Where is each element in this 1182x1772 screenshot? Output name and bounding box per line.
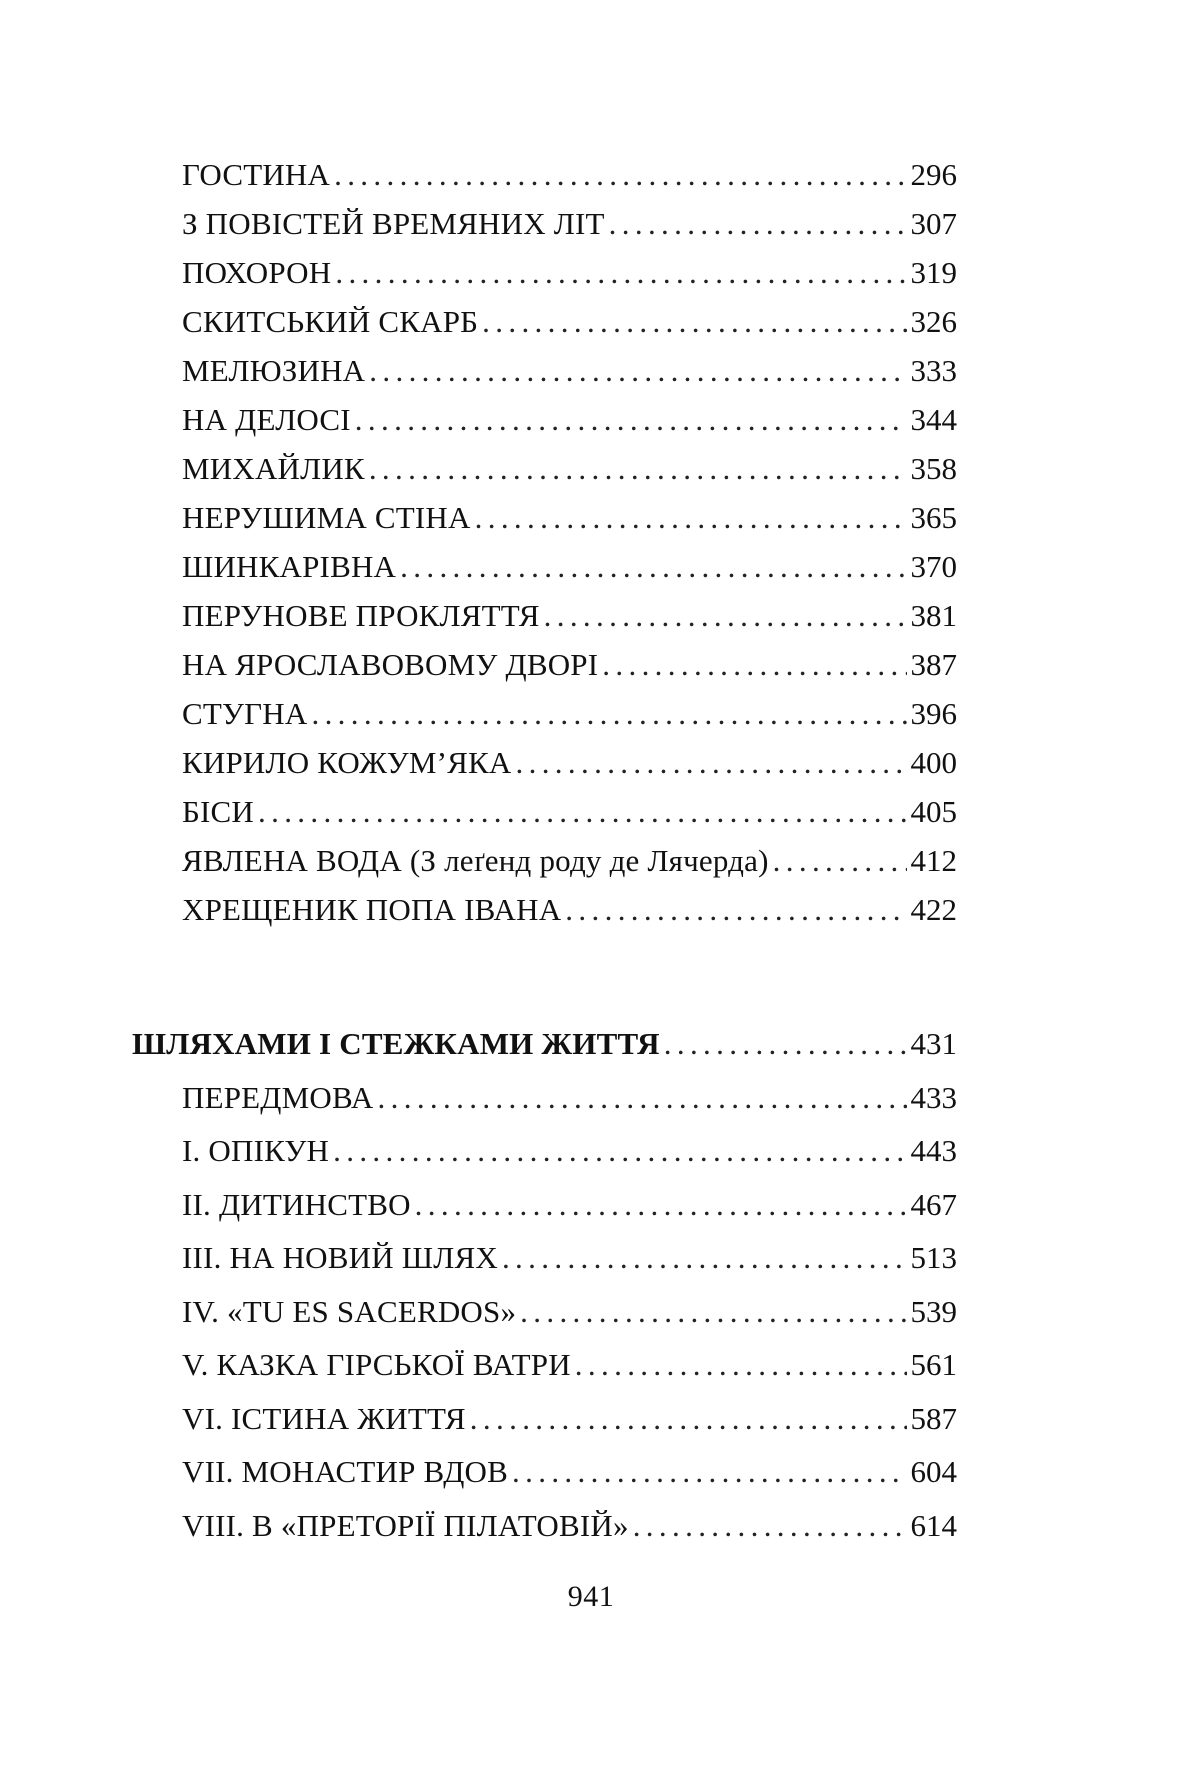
toc-entry (182, 1338, 957, 1392)
entry-page: 319 (910, 255, 957, 290)
toc-entry (182, 1178, 957, 1232)
dot-leader (544, 591, 907, 640)
toc-list-section (0, 1017, 1182, 1552)
entry-title: НА ДЕЛОСІ (182, 402, 351, 437)
dot-leader (664, 1017, 907, 1071)
entry-title: НЕРУШИМА СТІНА (182, 500, 471, 535)
entry-page: 370 (910, 549, 957, 584)
toc-entry (182, 1499, 957, 1553)
dot-leader (475, 493, 907, 542)
entry-title: ІІ. ДИТИНСТВО (182, 1186, 411, 1222)
entry-page: 443 (910, 1133, 957, 1168)
toc-entry (182, 836, 957, 885)
entry-page: 433 (910, 1079, 957, 1115)
entry-page: 539 (910, 1293, 957, 1329)
toc-entry (182, 1392, 957, 1446)
toc-entry (182, 1124, 957, 1178)
section-page: 431 (910, 1026, 957, 1061)
entry-page: 400 (910, 745, 957, 780)
entry-page: 587 (910, 1400, 957, 1436)
dot-leader (334, 150, 906, 199)
dot-leader (400, 542, 906, 591)
entry-page: 422 (910, 892, 957, 927)
entry-page: 358 (910, 451, 957, 486)
toc-entry (182, 1231, 957, 1285)
toc-entry (182, 248, 957, 297)
toc-entry (182, 395, 957, 444)
entry-title: БІСИ (182, 794, 254, 829)
toc-entry (182, 444, 957, 493)
toc-entry (182, 542, 957, 591)
dot-leader (502, 1231, 907, 1285)
dot-leader (333, 1124, 906, 1178)
toc-entry (182, 297, 957, 346)
toc-entry (182, 591, 957, 640)
entry-title: ПОХОРОН (182, 255, 332, 290)
dot-leader (470, 1392, 907, 1446)
dot-leader (482, 297, 906, 346)
toc-entry (182, 199, 957, 248)
dot-leader (633, 1499, 907, 1553)
toc-entry (182, 150, 957, 199)
entry-title: МИХАЙЛИК (182, 451, 365, 486)
entry-page: 344 (910, 402, 957, 437)
entry-title: З ПОВІСТЕЙ ВРЕМЯНИХ ЛІТ (182, 206, 605, 241)
dot-leader (773, 836, 907, 885)
entry-page: 614 (910, 1507, 957, 1543)
entry-title: НА ЯРОСЛАВОВОМУ ДВОРІ (182, 647, 599, 682)
entry-page: 604 (910, 1454, 957, 1489)
dot-leader (335, 248, 906, 297)
entry-title: V. КАЗКА ГІРСЬКОЇ ВАТРИ (182, 1347, 571, 1382)
entry-title: IV. «TU ES SACERDOS» (182, 1293, 517, 1329)
toc-entry (182, 689, 957, 738)
entry-title: КИРИЛО КОЖУМ’ЯКА (182, 745, 512, 780)
entry-page: 513 (910, 1240, 957, 1275)
toc-entry (182, 493, 957, 542)
dot-leader (602, 640, 906, 689)
entry-page: 405 (910, 794, 957, 829)
dot-leader (415, 1178, 907, 1232)
entry-title: ПЕРУНОВЕ ПРОКЛЯТТЯ (182, 598, 540, 633)
dot-leader (575, 1338, 907, 1392)
toc-entry (182, 640, 957, 689)
entry-title: ІІІ. НА НОВИЙ ШЛЯХ (182, 1240, 498, 1275)
entry-title: VIII. В «ПРЕТОРІЇ ПІЛАТОВІЙ» (182, 1507, 629, 1543)
toc-entry (182, 1285, 957, 1339)
toc-entry (182, 885, 957, 934)
entry-title: ШИНКАРІВНА (182, 549, 397, 584)
dot-leader (520, 1285, 906, 1339)
toc-entry (182, 1071, 957, 1125)
entry-page: 387 (910, 647, 957, 682)
entry-title: І. ОПІКУН (182, 1133, 330, 1168)
entry-page: 412 (910, 843, 957, 878)
entry-page: 333 (910, 353, 957, 388)
entry-title: ГОСТИНА (182, 157, 331, 192)
entry-title: СКИТСЬКИЙ СКАРБ (182, 304, 479, 339)
entry-page: 365 (910, 500, 957, 535)
entry-title: VI. ІСТИНА ЖИТТЯ (182, 1400, 466, 1436)
entry-title: МЕЛЮЗИНА (182, 353, 366, 388)
entry-page: 307 (910, 206, 957, 241)
toc-entry (182, 1445, 957, 1499)
entry-page: 326 (910, 304, 957, 339)
dot-leader (512, 1445, 906, 1499)
entry-title: VII. МОНАСТИР ВДОВ (182, 1454, 509, 1489)
entry-page: 381 (910, 598, 957, 633)
dot-leader (609, 199, 907, 248)
entry-title: СТУГНА (182, 696, 308, 731)
toc-entry (182, 346, 957, 395)
entry-page: 561 (910, 1347, 957, 1382)
entry-page: 396 (910, 696, 957, 731)
dot-leader (355, 395, 907, 444)
dot-leader (516, 738, 907, 787)
section-title: ШЛЯХАМИ І СТЕЖКАМИ ЖИТТЯ (132, 1026, 660, 1061)
entry-page: 296 (910, 157, 957, 192)
toc-section-heading (132, 1017, 957, 1071)
entry-title: ПЕРЕДМОВА (182, 1079, 374, 1115)
dot-leader (311, 689, 906, 738)
dot-leader (378, 1071, 907, 1125)
page-number: 941 (567, 1580, 615, 1613)
toc-list-stories (0, 150, 1182, 934)
entry-title: ХРЕЩЕНИК ПОПА ІВАНА (182, 892, 562, 927)
toc-entry (182, 787, 957, 836)
dot-leader (565, 885, 906, 934)
entry-page: 467 (910, 1186, 957, 1222)
toc-entry (182, 738, 957, 787)
entry-title: ЯВЛЕНА ВОДА (З леґенд роду де Лячерда) (182, 843, 769, 878)
dot-leader (369, 444, 907, 493)
dot-leader (369, 346, 906, 395)
dot-leader (258, 787, 907, 836)
